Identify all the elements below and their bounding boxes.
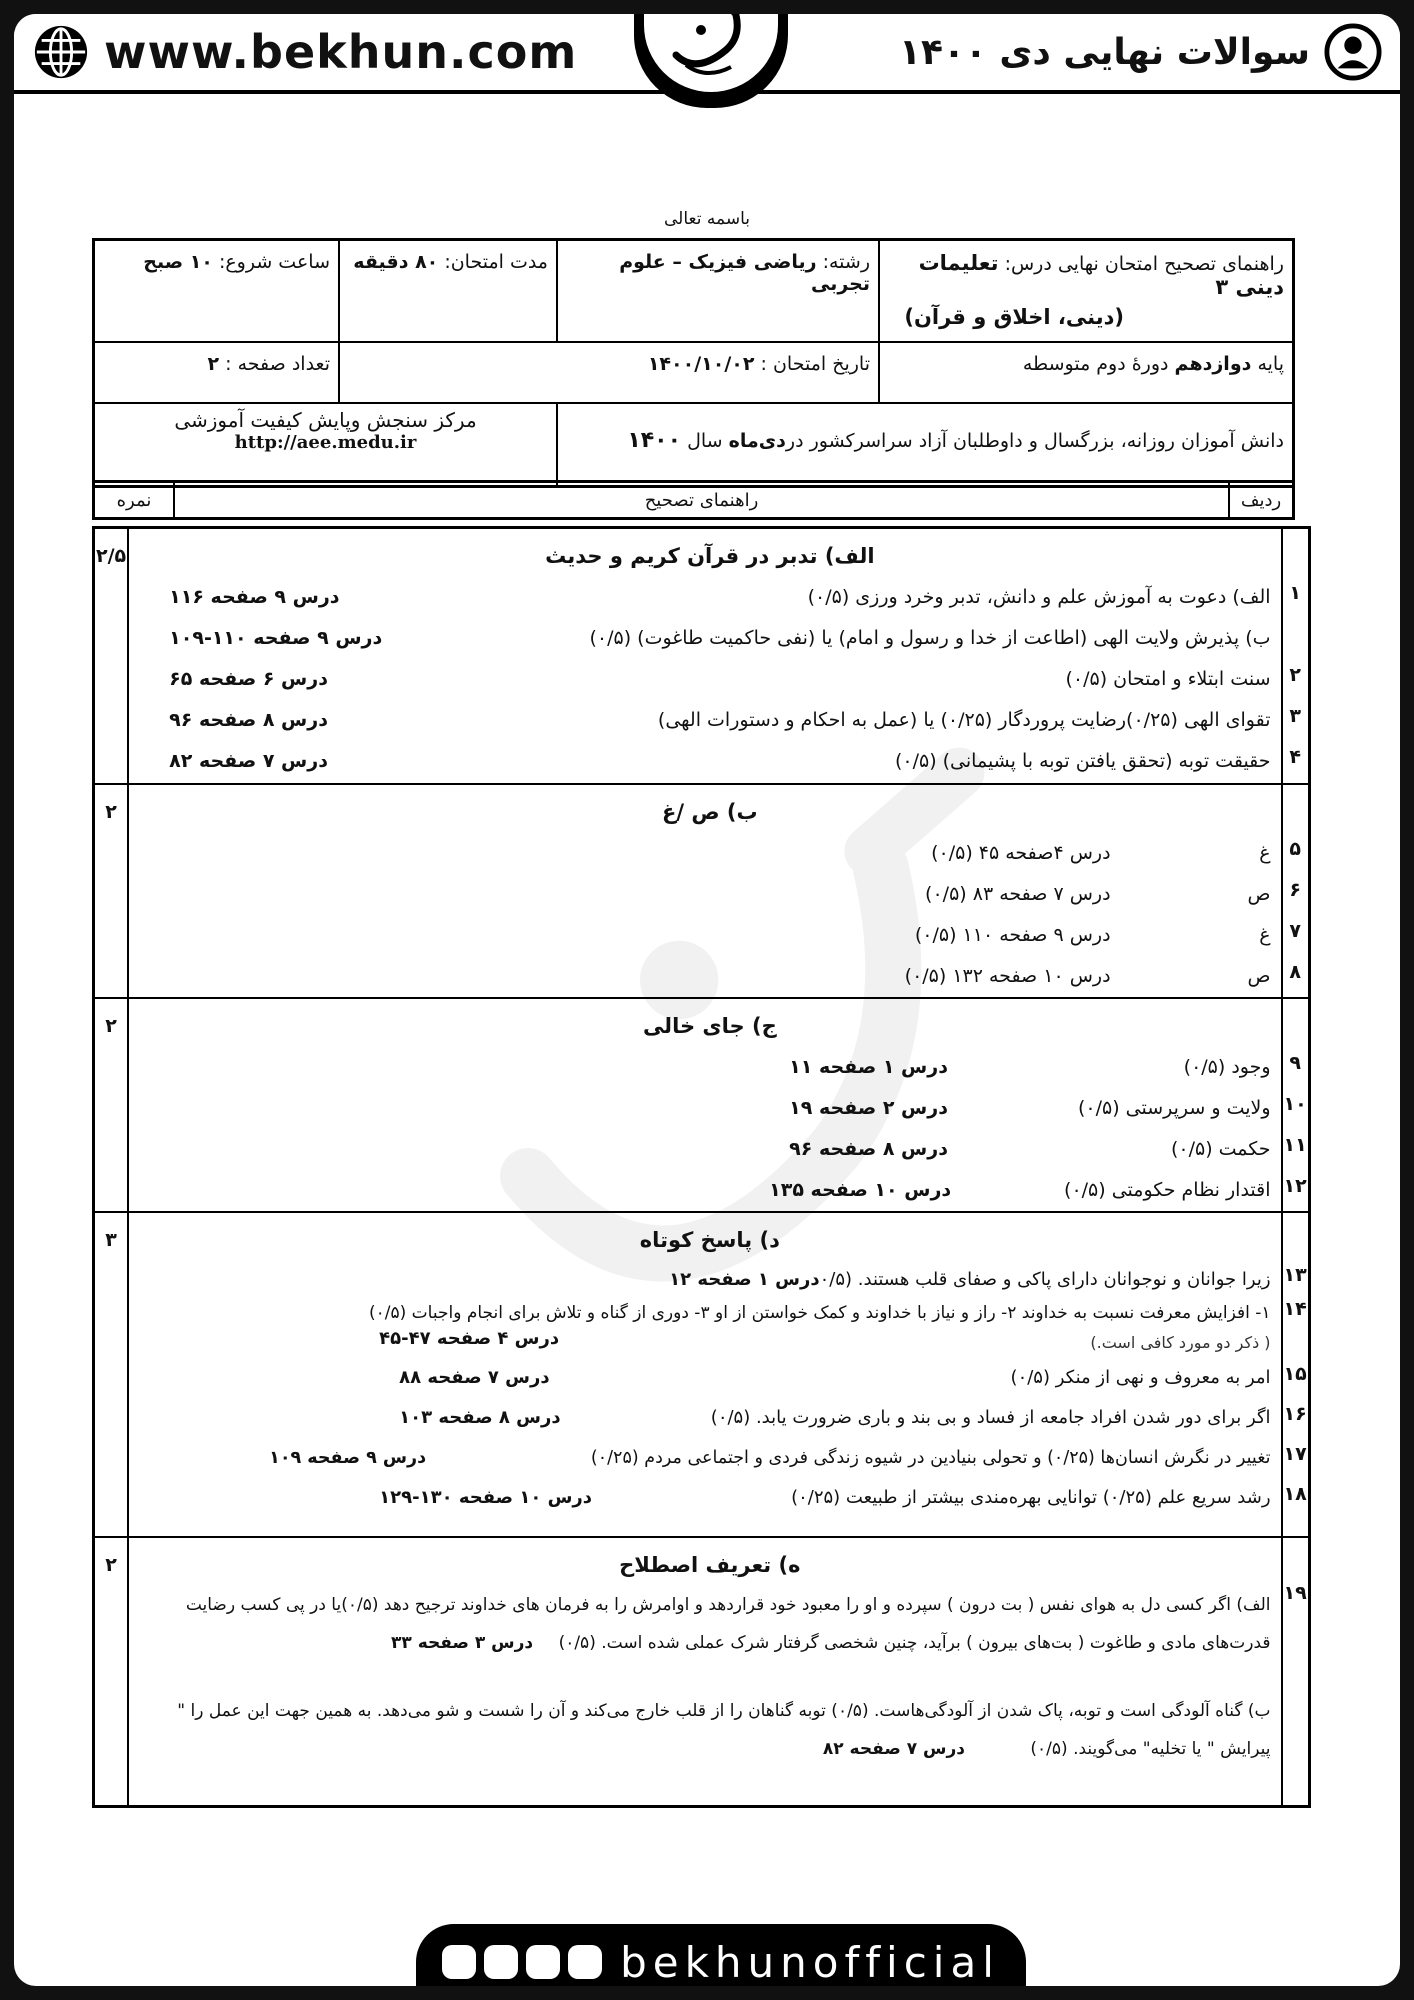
answer-line: امر به معروف و نهی از منکر (۰/۵) درس ۷ صفحه ۸۸ [399, 1366, 1271, 1388]
site-link[interactable] [32, 22, 577, 82]
section-score: ۲ [94, 784, 129, 998]
field-cell: رشته: ریاضی فیزیک – علوم تجربی [557, 240, 879, 342]
exam-header-table [92, 238, 1295, 488]
duration-cell: مدت امتحان: ۸۰ دقیقه [339, 240, 557, 342]
answer-line: ب) پذیرش ولایت الهی (اطاعت از خدا و رسول و امام) یا (نفی حاکمیت طاغوت) (۰/۵) درس ۹ صفحه ۱۱۰-۱۰۹ [169, 627, 1271, 649]
logo-mark-icon [656, 14, 766, 85]
row-numbers: ۵ ۶ ۷ ۸ [1282, 784, 1310, 998]
film-icon[interactable] [442, 1945, 476, 1979]
course-cell: راهنمای تصحیح امتحان نهایی درس: تعلیمات دینی ۳ (دینی، اخلاق و قرآن) [879, 240, 1294, 342]
answer-line: ص درس ۱۰ صفحه ۱۳۲ (۰/۵) [904, 964, 1271, 987]
section-title: د) پاسخ کوتاه [639, 1227, 780, 1252]
grade-cell: پایه دوازدهم دورهٔ دوم متوسطه [879, 342, 1294, 403]
globe-icon [32, 23, 90, 81]
section-score: ۲ [94, 1537, 129, 1807]
answer-line: غ درس ۹ صفحه ۱۱۰ (۰/۵) [914, 923, 1271, 946]
top-banner [14, 14, 1400, 94]
start-time-cell: ساعت شروع: ۱۰ صبح [94, 240, 340, 342]
answer-line: تغییر در نگرش انسان‌ها (۰/۲۵) و تحولی بنیادین در شیوه زندگی فردی و اجتماعی مردم (۰/۲۵) درس ۹ صفحه ۱۰۹ [269, 1447, 1271, 1468]
page-frame [14, 14, 1400, 1986]
center-cell: مرکز سنجش وپایش کیفیت آموزشی http://aee.medu.ir [94, 403, 558, 487]
section-score: ۳ [94, 1212, 129, 1537]
section-d [94, 1212, 1310, 1537]
brand-logo [634, 14, 788, 108]
section-e [94, 1537, 1310, 1807]
answer-line: حقیقت توبه (تحقق یافتن توبه با پشیمانی) (۰/۵) درس ۷ صفحه ۸۲ [169, 750, 1271, 772]
answer-table [92, 526, 1311, 1808]
section-title: الف) تدبر در قرآن کریم و حدیث [545, 544, 875, 568]
answer-note: ( ذکر دو مورد کافی است.) [1090, 1332, 1271, 1352]
telegram-icon[interactable] [526, 1945, 560, 1979]
pages-cell: تعداد صفحه : ۲ [94, 342, 340, 403]
date-cell: تاریخ امتحان : ۱۴۰۰/۱۰/۰۲ [339, 342, 879, 403]
section-c [94, 998, 1310, 1212]
section-title: ه) تعریف اصطلاح [619, 1552, 801, 1577]
bismillah: باسمه تعالی [664, 209, 750, 229]
section-title: ب) ص /غ [662, 799, 758, 824]
answer-line: زیرا جوانان و نوجوانان دارای پاکی و صفای قلب هستند. (۰/۵ درس ۱ صفحه ۱۲ [669, 1268, 1271, 1290]
row-numbers: ۹ ۱۰ ۱۱ ۱۲ [1282, 998, 1310, 1212]
banner-title-text: سوالات نهایی دی ۱۴۰۰ [899, 31, 1310, 73]
answer-line: ولایت و سرپرستی (۰/۵) درس ۲ صفحه ۱۹ [789, 1096, 1271, 1119]
section-title: ج) جای خالی [642, 1013, 777, 1038]
answer-line: الف) دعوت به آموزش علم و دانش، تدبر وخرد ورزی (۰/۵) درس ۹ صفحه ۱۱۶ [169, 586, 1271, 608]
answer-line: رشد سریع علم (۰/۲۵) توانایی بهره‌مندی بیشتر از طبیعت (۰/۲۵) درس ۱۰ صفحه ۱۳۰-۱۲۹ [379, 1486, 1271, 1508]
row-numbers: ۱ ۲ ۳ ۴ [1282, 528, 1310, 784]
students-cell: دانش آموزان روزانه، بزرگسال و داوطلبان آزاد سراسرکشور دردی‌ماه سال ۱۴۰۰ [557, 403, 1294, 487]
row-number: ۱۹ [1282, 1537, 1310, 1807]
section-score: ۲ [94, 998, 129, 1212]
answer-line: غ درس ۴صفحه ۴۵ (۰/۵) [931, 841, 1271, 864]
section-a [94, 528, 1310, 784]
section-score: ۲/۵ [94, 528, 129, 784]
answer-line: حکمت (۰/۵) درس ۸ صفحه ۹۶ [789, 1137, 1271, 1160]
banner-title [899, 22, 1382, 82]
site-url[interactable]: www.bekhun.com [104, 25, 578, 79]
answer-line: اقتدار نظام حکومتی (۰/۵) درس ۱۰ صفحه ۱۳۵ [769, 1178, 1271, 1201]
answer-line: تقوای الهی (۰/۲۵)رضایت پروردگار (۰/۲۵) یا (عمل به احکام و دستورات الهی) درس ۸ صفحه ۹۶ [169, 709, 1271, 731]
definition-b: ب) گناه آلودگی است و توبه، پاک شدن از آلودگی‌هاست. (۰/۵) توبه گناهان را از قلب خارج می‌کند و آن را شست و شو می‌دهد. به همین جهت این عمل را " پیرایش " یا تخلیه" می‌گویند. (۰/۵) درس ۷ صفحه ۸۲ [177, 1700, 1271, 1759]
answer-line: ص درس ۷ صفحه ۸۳ (۰/۵) [925, 882, 1271, 905]
row-numbers: ۱۳ ۱۴ ۱۵ ۱۶ ۱۷ ۱۸ [1282, 1212, 1310, 1537]
youtube-icon[interactable] [484, 1945, 518, 1979]
instagram-icon[interactable] [568, 1945, 602, 1979]
user-icon [1324, 23, 1382, 81]
section-b [94, 784, 1310, 998]
definition-a: الف) اگر کسی دل به هوای نفس ( بت درون ) سپرده و او را معبود خود قراردهد و اوامرش را به فرمان های خداوند ترجیح دهد (۰/۵)یا در پی کسب رضایت قدرت‌های مادی و طاغوت ( بت‌های بیرون ) برآید، چنین شخصی گرفتار شرک عملی شده است. (۰/۵) درس ۳ صفحه ۳۳ [185, 1594, 1271, 1653]
answer-line: سنت ابتلاء و امتحان (۰/۵) درس ۶ صفحه ۶۵ [169, 668, 1271, 690]
guide-col-header: راهنمای تصحیح [174, 482, 1229, 519]
row-col-header: ردیف [1229, 482, 1294, 519]
social-handle[interactable]: bekhunofficial [620, 1937, 1000, 1986]
answer-line: اگر برای دور شدن افراد جامعه از فساد و بی بند و باری ضرورت یابد. (۰/۵) درس ۸ صفحه ۱۰۳ [399, 1406, 1271, 1428]
column-header [92, 480, 1295, 520]
answer-line: وجود (۰/۵) درس ۱ صفحه ۱۱ [789, 1055, 1271, 1078]
answer-ref: درس ۴ صفحه ۴۷-۴۵ [379, 1327, 560, 1349]
score-col-header: نمره [94, 482, 175, 519]
social-footer [416, 1924, 1026, 1986]
answer-line: ۱- افزایش معرفت نسبت به خداوند ۲- راز و نیاز با خداوند و کمک خواستن از او ۳- دوری از گناه و تلاش برای انجام واجبات (۰/۵) [368, 1302, 1271, 1323]
